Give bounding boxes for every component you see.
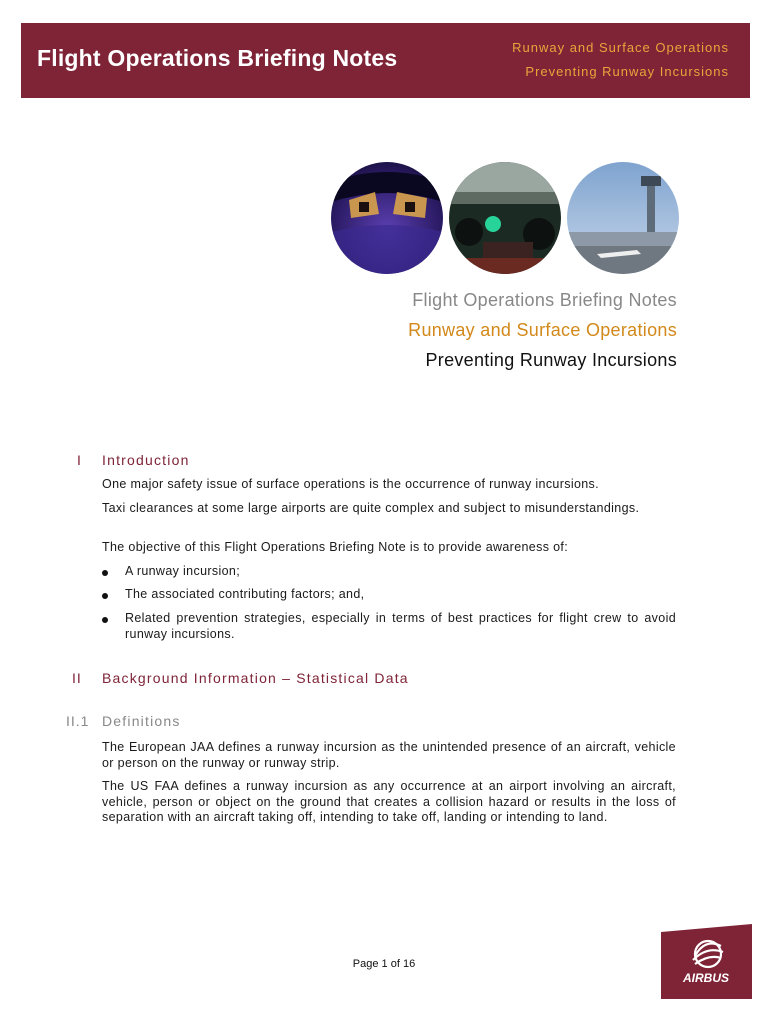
bullet-item: Related prevention strategies, especially in terms of best practices for flight crew to avoid runway incursions. (125, 611, 676, 641)
airport-tower-photo (567, 162, 679, 274)
section-number: II (72, 670, 82, 686)
header-subtitle-topic: Preventing Runway Incursions (525, 64, 729, 79)
cockpit-photo (331, 162, 443, 274)
section-title: Background Information – Statistical Data (102, 670, 409, 686)
bullet-item: A runway incursion; (125, 564, 241, 578)
bullet-marker (102, 570, 108, 576)
header-banner (21, 23, 750, 98)
airbus-logo (661, 924, 752, 999)
paragraph: Taxi clearances at some large airports are quite complex and subject to misunderstandings. (102, 501, 640, 515)
paragraph: The European JAA defines a runway incursion as the unintended presence of an aircraft, vehicle or person on the runway or runway strip. (102, 740, 676, 770)
page-number: Page 1 of 16 (352, 958, 416, 970)
paragraph: The US FAA defines a runway incursion as any occurrence at an airport involving an aircraft, vehicle, person or object on the ground that creates a collision hazard or results in the loss of separation with an aircraft taking off, intending to take off, landing or intending to land. (102, 779, 676, 824)
section-number: I (77, 452, 82, 468)
section-title: Introduction (102, 452, 190, 468)
subsection-title: Definitions (102, 713, 181, 729)
paragraph: The objective of this Flight Operations Briefing Note is to provide awareness of: (102, 540, 569, 554)
atc-tower-interior-photo (449, 162, 561, 274)
subsection-number: II.1 (66, 713, 90, 729)
bullet-marker (102, 617, 108, 623)
cover-title-series: Flight Operations Briefing Notes (412, 290, 677, 310)
header-subtitle-category: Runway and Surface Operations (512, 40, 729, 55)
header-title: Flight Operations Briefing Notes (37, 45, 398, 71)
bullet-item: The associated contributing factors; and, (125, 587, 365, 601)
airbus-logo-text: AIRBUS (682, 971, 730, 985)
cover-title-category: Runway and Surface Operations (408, 320, 677, 340)
paragraph: One major safety issue of surface operations is the occurrence of runway incursions. (102, 477, 599, 491)
cover-title-topic: Preventing Runway Incursions (425, 350, 677, 370)
bullet-marker (102, 593, 108, 599)
